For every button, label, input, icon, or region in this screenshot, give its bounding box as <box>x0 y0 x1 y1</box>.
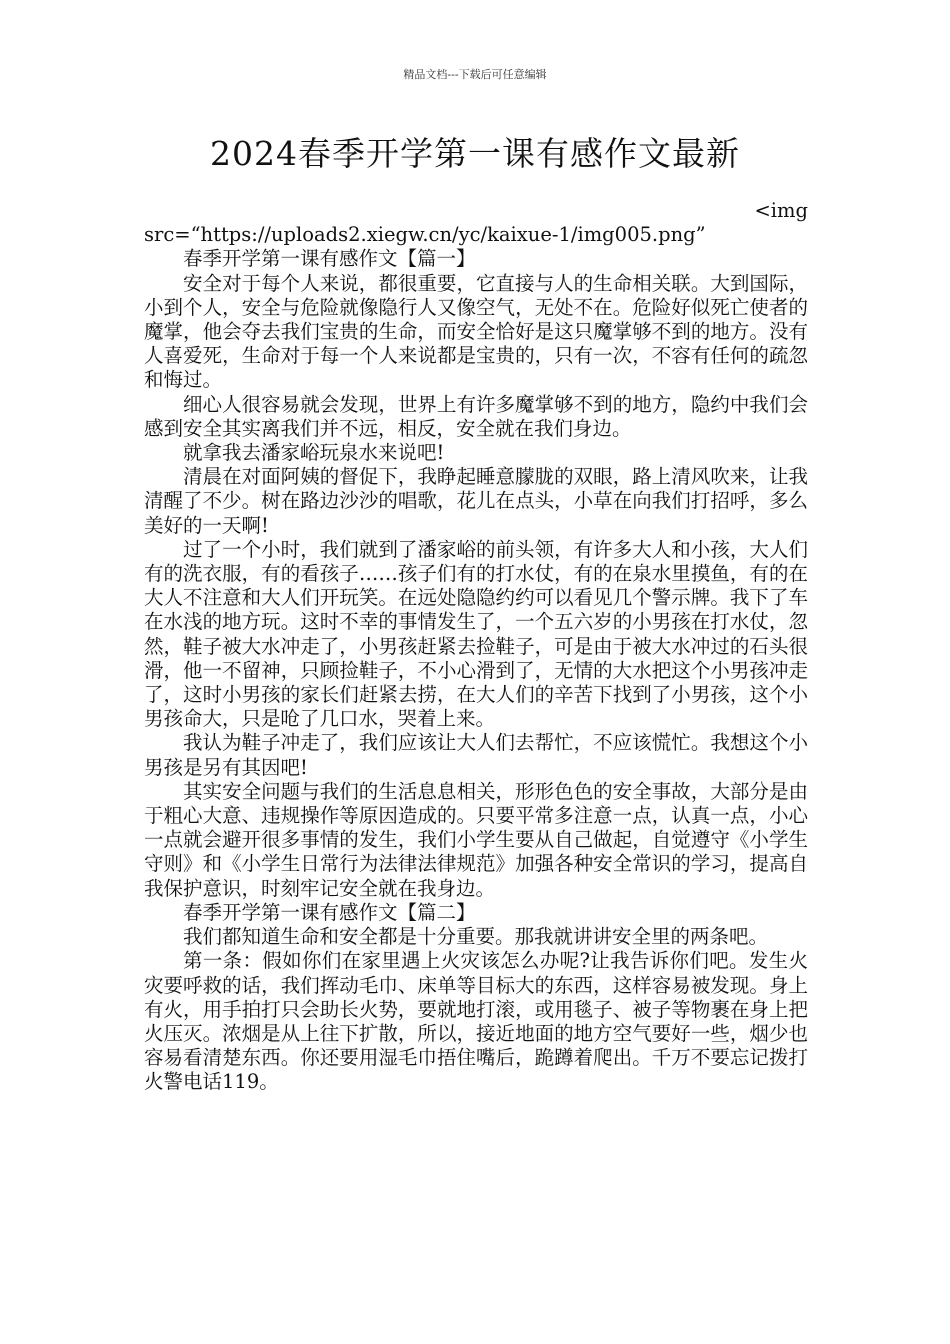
paragraph: 细心人很容易就会发现，世界上有许多魔掌够不到的地方，隐约中我们会感到安全其实离我们并不远，相反，安全就在我们身边。 <box>144 392 808 440</box>
document-body <box>144 199 808 1095</box>
section-heading-2: 春季开学第一课有感作文【篇二】 <box>183 900 476 924</box>
section-heading-1: 春季开学第一课有感作文【篇一】 <box>183 247 476 271</box>
paragraph: 安全对于每个人来说，都很重要，它直接与人的生命相关联。大到国际，小到个人，安全与危险就像隐行人又像空气，无处不在。危险好似死亡使者的魔掌，他会夺去我们宝贵的生命，而安全恰好是这只魔掌够不到的地方。没有人喜爱死，生命对于每一个人来说都是宝贵的，只有一次，不容有任何的疏忽和悔过。 <box>144 271 808 392</box>
paragraph: 就拿我去潘家峪玩泉水来说吧! <box>183 441 445 465</box>
image-source-line-2: src=“https://uploads2.xiegw.cn/yc/kaixue-1/img005.png” <box>144 223 706 247</box>
image-source-line-1: <img <box>754 199 808 222</box>
paragraph: 过了一个小时，我们就到了潘家峪的前头领，有许多大人和小孩，大人们有的洗衣服，有的看孩子……孩子们有的打水仗，有的在泉水里摸鱼，有的在大人不注意和大人们开玩笑。在远处隐隐约约可以看见几个警示牌。我下了车在水浅的地方玩。这时不幸的事情发生了，一个五六岁的小男孩在打水仗，忽然，鞋子被大水冲走了，小男孩赶紧去捡鞋子，可是由于被大水冲过的石头很滑，他一不留神，只顾捡鞋子，不小心滑到了，无情的大水把这个小男孩冲走了，这时小男孩的家长们赶紧去捞，在大人们的辛苦下找到了小男孩，这个小男孩命大，只是呛了几口水，哭着上来。 <box>144 537 808 731</box>
paragraph: 我们都知道生命和安全都是十分重要。那我就讲讲安全里的两条吧。 <box>183 925 769 949</box>
paragraph: 第一条：假如你们在家里遇上火灾该怎么办呢?让我告诉你们吧。发生火灾要呼救的话，我们挥动毛巾、床单等目标大的东西，这样容易被发现。身上有火，用手拍打只会助长火势，要就地打滚，或用毯子、被子等物裹在身上把火压灭。浓烟是从上往下扩散，所以，接近地面的地方空气要好一些，烟少也容易看清楚东西。你还要用湿毛巾捂住嘴后，跪蹲着爬出。千万不要忘记拨打火警电话119。 <box>144 949 808 1094</box>
paragraph: 清晨在对面阿姨的督促下，我睁起睡意朦胧的双眼，路上清风吹来，让我清醒了不少。树在路边沙沙的唱歌，花儿在点头，小草在向我们打招呼，多么美好的一天啊! <box>144 465 808 537</box>
paragraph: 我认为鞋子冲走了，我们应该让大人们去帮忙，不应该慌忙。我想这个小男孩是另有其因吧! <box>144 731 808 779</box>
paragraph: 其实安全问题与我们的生活息息相关，形形色色的安全事故，大部分是由于粗心大意、违规操作等原因造成的。只要平常多注意一点，认真一点，小心一点就会避开很多事情的发生，我们小学生要从自己做起，自觉遵守《小学生守则》和《小学生日常行为法律法律规范》加强各种安全常识的学习，提高自我保护意识，时刻牢记安全就在我身边。 <box>144 779 808 900</box>
document-title: 2024春季开学第一课有感作文最新 <box>210 134 740 173</box>
header-note: 精品文档---下载后可任意编辑 <box>403 68 547 81</box>
image-source-text <box>144 199 808 247</box>
